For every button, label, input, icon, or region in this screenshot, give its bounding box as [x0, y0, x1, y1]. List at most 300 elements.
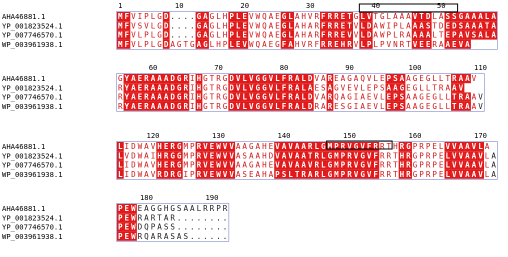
- residue: A: [157, 83, 162, 93]
- residue: F: [281, 74, 287, 84]
- residue: A: [419, 30, 424, 40]
- residue: L: [432, 74, 437, 84]
- residue: R: [288, 74, 293, 84]
- residue: .: [190, 12, 195, 22]
- residue: D: [170, 74, 175, 84]
- residue: P: [379, 39, 385, 49]
- residue: E: [452, 39, 457, 49]
- residue: E: [209, 151, 215, 161]
- residue: V: [458, 39, 464, 49]
- residue: G: [196, 21, 202, 31]
- residue: G: [222, 74, 228, 84]
- residue: A: [340, 74, 346, 84]
- residue: V: [458, 169, 464, 179]
- residue: G: [248, 160, 254, 170]
- residue: P: [386, 74, 392, 84]
- residue: A: [393, 12, 398, 22]
- position-tick-label: 10: [174, 1, 184, 10]
- residue: D: [131, 142, 136, 152]
- residue: R: [379, 142, 385, 152]
- residue: R: [425, 160, 431, 170]
- residue: D: [229, 74, 234, 84]
- residue: R: [314, 169, 320, 179]
- residue: T: [347, 21, 352, 31]
- residue: G: [157, 12, 162, 22]
- residue: A: [399, 74, 405, 84]
- position-tick-label: 1: [118, 1, 123, 10]
- residue: A: [327, 83, 333, 93]
- residue: G: [419, 101, 424, 111]
- residue: V: [366, 169, 372, 179]
- residue: S: [425, 21, 431, 31]
- residue: L: [445, 101, 451, 111]
- residue: R: [347, 160, 352, 170]
- residue: T: [209, 92, 215, 102]
- residue: L: [484, 30, 490, 40]
- residue: L: [150, 39, 156, 49]
- residue: .: [170, 12, 175, 22]
- position-tick-label: 70: [214, 63, 223, 72]
- residue: E: [235, 39, 241, 49]
- residue: A: [406, 21, 411, 31]
- residue: Y: [124, 74, 130, 84]
- residue: L: [242, 74, 248, 84]
- residue: Q: [334, 92, 339, 102]
- residue: G: [262, 74, 267, 84]
- residue: A: [412, 92, 418, 102]
- residue: G: [157, 39, 162, 49]
- residue: E: [340, 21, 346, 31]
- residue: .: [190, 21, 195, 31]
- residue: A: [406, 74, 411, 84]
- residue: R: [406, 151, 411, 161]
- residue: T: [393, 169, 398, 179]
- residue: A: [190, 204, 195, 214]
- residue: V: [458, 83, 464, 93]
- residue: A: [183, 204, 189, 214]
- residue: V: [314, 92, 320, 102]
- sequence-name: YP_001823524.1: [2, 83, 63, 93]
- residue: P: [386, 30, 392, 40]
- residue: N: [393, 39, 398, 49]
- residue: A: [321, 74, 326, 84]
- residue: L: [484, 151, 490, 161]
- residue: V: [268, 74, 274, 84]
- residue: A: [163, 83, 169, 93]
- residue: P: [117, 222, 123, 232]
- residue: L: [150, 21, 156, 31]
- residue: G: [262, 83, 267, 93]
- residue: L: [196, 204, 202, 214]
- residue: H: [157, 151, 162, 161]
- position-tick-label: 180: [139, 193, 153, 202]
- residue: S: [176, 204, 182, 214]
- residue: A: [438, 12, 444, 22]
- residue: E: [438, 160, 444, 170]
- residue: L: [386, 12, 392, 22]
- residue: P: [412, 142, 418, 152]
- residue: I: [190, 101, 195, 111]
- residue: A: [235, 169, 241, 179]
- residue: L: [445, 169, 451, 179]
- residue: Y: [124, 101, 130, 111]
- residue: V: [131, 21, 136, 31]
- residue: V: [229, 142, 234, 152]
- residue: A: [157, 92, 162, 102]
- residue: A: [301, 151, 306, 161]
- residue: G: [209, 12, 215, 22]
- residue: F: [373, 160, 379, 170]
- residue: R: [334, 21, 339, 31]
- residue: P: [419, 160, 424, 170]
- residue: G: [327, 151, 333, 161]
- residue: G: [321, 142, 326, 152]
- residue: A: [157, 101, 162, 111]
- residue: R: [373, 142, 379, 152]
- residue: P: [190, 151, 195, 161]
- residue: L: [445, 151, 451, 161]
- residue: L: [137, 30, 143, 40]
- residue: G: [412, 160, 418, 170]
- residue: A: [386, 83, 392, 93]
- residue: V: [366, 160, 372, 170]
- residue: A: [465, 74, 470, 84]
- residue: E: [163, 142, 169, 152]
- residue: H: [262, 142, 267, 152]
- residue: W: [216, 169, 221, 179]
- residue: V: [235, 74, 241, 84]
- residue: G: [334, 83, 339, 93]
- residue: L: [484, 160, 490, 170]
- sequence-name: YP_007746570.1: [2, 92, 63, 102]
- residue: P: [425, 142, 431, 152]
- residue: G: [157, 30, 162, 40]
- residue: A: [458, 74, 464, 84]
- residue: V: [366, 74, 372, 84]
- residue: .: [176, 222, 182, 232]
- residue: A: [465, 151, 470, 161]
- residue: V: [203, 142, 208, 152]
- residue: E: [366, 83, 372, 93]
- residue: P: [432, 160, 437, 170]
- residue: D: [229, 92, 234, 102]
- residue: E: [268, 142, 274, 152]
- residue: V: [124, 151, 130, 161]
- position-tick-label: 130: [212, 131, 226, 140]
- residue: V: [301, 39, 306, 49]
- residue: R: [379, 169, 385, 179]
- residue: .: [183, 30, 189, 40]
- residue: R: [399, 30, 405, 40]
- residue: A: [235, 142, 241, 152]
- residue: A: [425, 30, 431, 40]
- alignment-block: [2, 131, 497, 179]
- residue: L: [117, 151, 123, 161]
- residue: R: [327, 39, 333, 49]
- residue: A: [144, 204, 149, 214]
- residue: A: [157, 222, 162, 232]
- position-tick-label: 60: [148, 63, 158, 72]
- residue: E: [268, 160, 274, 170]
- residue: R: [203, 204, 208, 214]
- residue: H: [399, 151, 405, 161]
- residue: A: [307, 169, 313, 179]
- residue: .: [176, 30, 182, 40]
- residue: G: [353, 142, 359, 152]
- residue: V: [242, 39, 248, 49]
- residue: G: [412, 74, 418, 84]
- residue: P: [432, 151, 437, 161]
- residue: E: [124, 204, 130, 214]
- residue: D: [163, 30, 169, 40]
- residue: A: [288, 39, 293, 49]
- residue: M: [117, 39, 123, 49]
- residue: L: [117, 160, 123, 170]
- residue: F: [124, 21, 130, 31]
- residue: .: [222, 213, 228, 223]
- residue: R: [314, 151, 320, 161]
- residue: L: [373, 74, 379, 84]
- residue: G: [157, 204, 162, 214]
- residue: S: [137, 21, 143, 31]
- residue: W: [137, 151, 143, 161]
- residue: L: [360, 30, 365, 40]
- residue: P: [117, 231, 123, 241]
- residue: I: [353, 101, 359, 111]
- residue: V: [131, 39, 136, 49]
- residue: G: [203, 92, 208, 102]
- residue: R: [452, 74, 457, 84]
- residue: A: [163, 92, 169, 102]
- residue: P: [373, 83, 379, 93]
- residue: H: [399, 160, 405, 170]
- residue: R: [425, 169, 431, 179]
- residue: L: [379, 92, 385, 102]
- residue: G: [255, 83, 261, 93]
- residue: H: [196, 92, 202, 102]
- residue: F: [373, 151, 379, 161]
- residue: E: [379, 74, 385, 84]
- residue: A: [458, 30, 464, 40]
- residue: .: [216, 213, 221, 223]
- residue: R: [406, 160, 411, 170]
- residue: F: [281, 39, 287, 49]
- residue: A: [203, 21, 208, 31]
- residue: G: [222, 92, 228, 102]
- residue: A: [340, 92, 346, 102]
- residue: L: [360, 83, 365, 93]
- residue: .: [209, 213, 215, 223]
- residue: L: [242, 92, 248, 102]
- residue: L: [484, 169, 490, 179]
- sequence-name: WP_003961938.1: [2, 169, 63, 179]
- residue: R: [327, 30, 333, 40]
- residue: V: [288, 160, 293, 170]
- residue: G: [353, 12, 359, 22]
- residue: A: [491, 30, 496, 40]
- residue: H: [294, 39, 300, 49]
- residue: G: [190, 39, 195, 49]
- residue: E: [425, 92, 431, 102]
- residue: V: [347, 142, 352, 152]
- residue: G: [203, 101, 208, 111]
- residue: G: [281, 30, 287, 40]
- residue: A: [373, 30, 379, 40]
- residue: R: [117, 101, 123, 111]
- residue: F: [373, 169, 379, 179]
- residue: S: [471, 30, 477, 40]
- residue: L: [301, 74, 306, 84]
- residue: A: [144, 160, 149, 170]
- residue: R: [183, 74, 189, 84]
- residue: A: [150, 231, 156, 241]
- residue: G: [432, 92, 437, 102]
- residue: G: [347, 74, 352, 84]
- residue: H: [157, 160, 162, 170]
- residue: L: [445, 160, 451, 170]
- residue: L: [235, 30, 241, 40]
- residue: P: [452, 30, 457, 40]
- residue: V: [478, 169, 483, 179]
- residue: R: [379, 160, 385, 170]
- residue: E: [137, 204, 143, 214]
- residue: A: [406, 30, 411, 40]
- residue: W: [379, 21, 385, 31]
- residue: A: [458, 142, 464, 152]
- residue: .: [471, 39, 477, 49]
- residue: G: [117, 74, 123, 84]
- residue: T: [445, 74, 451, 84]
- residue: R: [288, 101, 293, 111]
- residue: H: [340, 39, 346, 49]
- residue: P: [144, 30, 149, 40]
- residue: G: [222, 83, 228, 93]
- residue: V: [268, 92, 274, 102]
- residue: L: [150, 12, 156, 22]
- residue: A: [484, 142, 490, 152]
- residue: W: [137, 160, 143, 170]
- residue: G: [432, 101, 437, 111]
- residue: H: [216, 39, 221, 49]
- residue: G: [360, 160, 365, 170]
- residue: A: [465, 39, 470, 49]
- residue: G: [203, 74, 208, 84]
- sequence-name: YP_007746570.1: [2, 222, 63, 232]
- residue: P: [222, 39, 228, 49]
- residue: R: [314, 21, 320, 31]
- residue: V: [353, 39, 359, 49]
- residue: G: [347, 101, 352, 111]
- residue: H: [196, 101, 202, 111]
- residue: R: [170, 142, 175, 152]
- residue: S: [379, 83, 385, 93]
- residue: P: [419, 169, 424, 179]
- residue: A: [406, 92, 411, 102]
- residue: D: [137, 222, 143, 232]
- residue: E: [425, 101, 431, 111]
- residue: T: [432, 21, 437, 31]
- residue: A: [465, 12, 470, 22]
- residue: A: [163, 74, 169, 84]
- residue: E: [340, 12, 346, 22]
- residue: D: [131, 160, 136, 170]
- residue: A: [491, 151, 496, 161]
- residue: A: [478, 21, 483, 31]
- residue: A: [268, 12, 274, 22]
- residue: L: [484, 12, 490, 22]
- residue: W: [137, 142, 143, 152]
- residue: V: [412, 12, 418, 22]
- residue: E: [248, 169, 254, 179]
- position-tick-label: 160: [408, 131, 422, 140]
- sequence-name: WP_003961938.1: [2, 101, 63, 111]
- residue: A: [360, 92, 365, 102]
- residue: L: [314, 142, 320, 152]
- residue: L: [288, 169, 293, 179]
- residue: G: [203, 39, 208, 49]
- residue: R: [386, 160, 392, 170]
- residue: A: [465, 142, 470, 152]
- residue: L: [242, 83, 248, 93]
- residue: .: [183, 12, 189, 22]
- residue: P: [419, 151, 424, 161]
- residue: A: [294, 21, 300, 31]
- residue: E: [438, 151, 444, 161]
- residue: P: [117, 213, 123, 223]
- residue: R: [216, 101, 221, 111]
- sequence-name: YP_001823524.1: [2, 21, 63, 31]
- residue: R: [307, 142, 313, 152]
- residue: G: [419, 92, 424, 102]
- residue: A: [294, 30, 300, 40]
- residue: E: [242, 30, 248, 40]
- residue: R: [196, 169, 202, 179]
- residue: R: [386, 151, 392, 161]
- residue: T: [373, 12, 379, 22]
- residue: L: [399, 21, 405, 31]
- residue: E: [366, 92, 372, 102]
- residue: A: [307, 83, 313, 93]
- residue: G: [412, 151, 418, 161]
- residue: V: [222, 169, 228, 179]
- residue: V: [452, 160, 457, 170]
- residue: R: [379, 151, 385, 161]
- residue: A: [471, 21, 477, 31]
- residue: L: [275, 92, 280, 102]
- residue: V: [248, 74, 254, 84]
- residue: A: [399, 12, 405, 22]
- sequence-name: YP_007746570.1: [2, 30, 63, 40]
- residue: T: [157, 213, 162, 223]
- residue: E: [137, 92, 143, 102]
- residue: V: [307, 12, 313, 22]
- residue: S: [281, 169, 287, 179]
- residue: S: [321, 83, 326, 93]
- residue: W: [255, 12, 261, 22]
- residue: G: [458, 12, 464, 22]
- residue: V: [471, 74, 477, 84]
- residue: D: [163, 39, 169, 49]
- residue: V: [275, 151, 280, 161]
- residue: A: [176, 231, 182, 241]
- residue: P: [393, 92, 398, 102]
- residue: .: [222, 222, 228, 232]
- residue: G: [196, 30, 202, 40]
- residue: G: [176, 92, 182, 102]
- residue: S: [399, 92, 405, 102]
- residue: V: [465, 30, 470, 40]
- residue: A: [412, 21, 418, 31]
